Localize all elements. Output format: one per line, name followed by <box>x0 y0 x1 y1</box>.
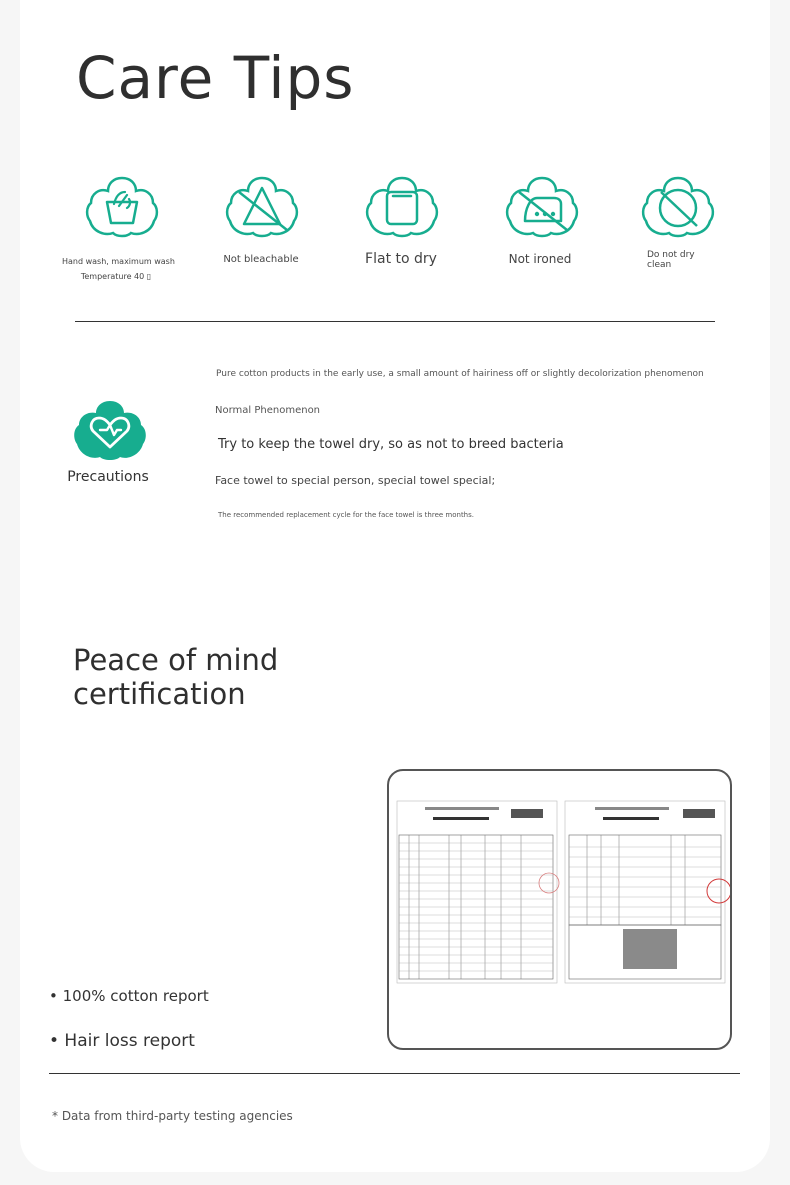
test-report-image <box>387 769 732 1050</box>
precaution-line-2: Normal Phenomenon <box>215 405 321 416</box>
footnote: * Data from third-party testing agencies <box>52 1109 293 1123</box>
certification-title: Peace of mind certification <box>73 643 279 711</box>
hand-wash-icon <box>83 174 161 240</box>
precaution-line-5: The recommended replacement cycle for the face towel is three months. <box>218 511 474 519</box>
bottom-divider <box>49 1073 740 1074</box>
bullet-hair-loss-report: • Hair loss report <box>49 1031 195 1051</box>
no-dry-clean-label: Do not dry clean <box>647 250 695 270</box>
heart-shield-icon <box>71 399 149 463</box>
section-divider <box>75 321 715 322</box>
hand-wash-label: Hand wash, maximum wash Temperature 40 ▯ <box>62 257 175 281</box>
not-iron-icon <box>503 174 581 240</box>
precautions-label: Precautions <box>67 469 149 485</box>
flat-dry-label: Flat to dry <box>365 251 437 267</box>
no-dry-clean-icon <box>639 174 717 240</box>
precaution-line-1: Pure cotton products in the early use, a small amount of hairiness off or slightly decolorization phenomenon <box>216 369 704 379</box>
test-report-scan <box>389 771 730 1048</box>
not-ironed-label: Not ironed <box>508 252 572 266</box>
bullet-cotton-report: • 100% cotton report <box>49 987 209 1005</box>
flat-dry-icon <box>363 174 441 240</box>
not-bleachable-icon <box>223 174 301 240</box>
page-title: Care Tips <box>76 44 355 112</box>
precaution-line-4: Face towel to special person, special towel special; <box>215 474 496 487</box>
precaution-line-3: Try to keep the towel dry, so as not to breed bacteria <box>218 437 564 452</box>
not-bleachable-label: Not bleachable <box>223 254 299 265</box>
